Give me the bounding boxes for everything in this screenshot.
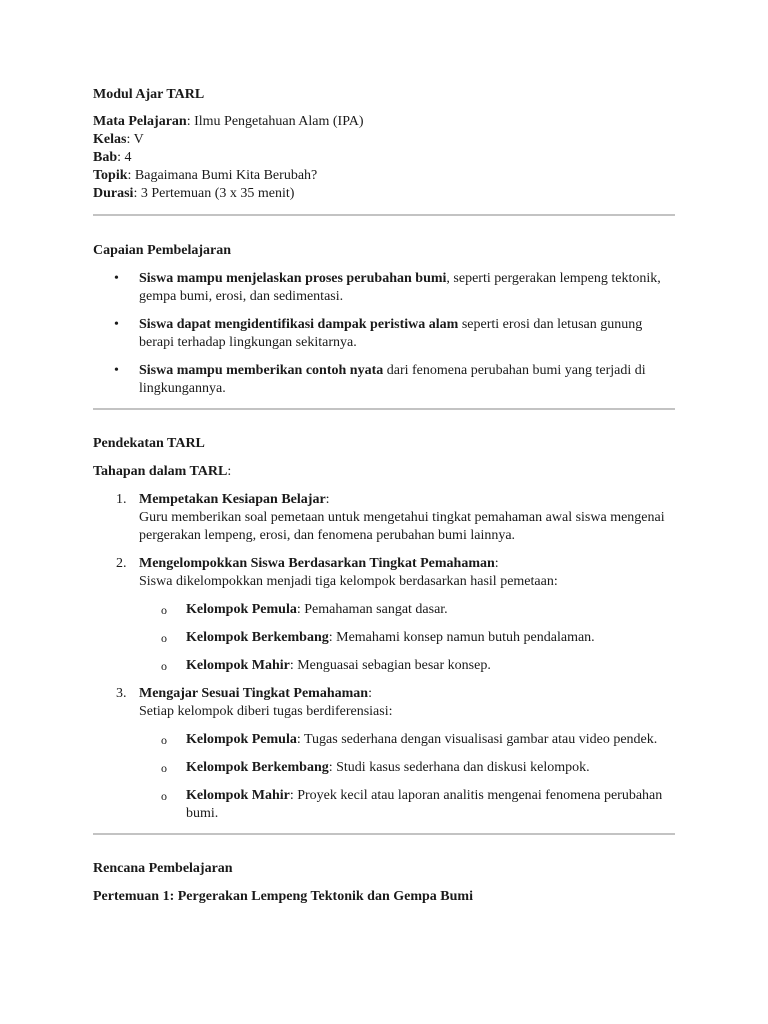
section-divider <box>93 408 675 410</box>
step-title: Mengelompokkan Siswa Berdasarkan Tingkat Pemahaman <box>139 556 495 571</box>
group-item <box>93 629 675 647</box>
group-desc: : Proyek kecil atau laporan analitis mengenai fenomena perubahan bumi. <box>186 788 663 821</box>
group-list <box>139 731 675 823</box>
bullet-icon: • <box>114 317 119 332</box>
group-list <box>139 601 675 675</box>
module-meta <box>93 113 675 203</box>
bullet-icon: • <box>114 271 119 286</box>
step-number: 3. <box>116 686 127 701</box>
list-item <box>93 270 675 306</box>
item-bold: Siswa mampu menjelaskan proses perubahan bumi <box>139 271 447 286</box>
group-item <box>93 731 675 749</box>
step-colon: : <box>494 556 499 571</box>
step-colon: : <box>368 686 372 701</box>
meta-topic <box>93 167 675 185</box>
step-item <box>93 491 675 545</box>
tahapan-colon: : <box>227 464 232 479</box>
group-name: Kelompok Mahir <box>186 788 290 803</box>
item-text: , seperti pergerakan lempeng tektonik, gempa bumi, erosi, dan sedimentasi. <box>139 271 661 304</box>
group-item <box>93 759 675 777</box>
group-name: Kelompok Pemula <box>186 602 297 617</box>
step-title-line <box>139 685 675 703</box>
meta-label: Durasi <box>93 186 134 201</box>
pertemuan-heading: Pertemuan 1: Pergerakan Lempeng Tektonik dan Gempa Bumi <box>93 889 473 904</box>
section-divider <box>93 833 675 835</box>
meta-value: : Bagaimana Bumi Kita Berubah? <box>127 168 318 183</box>
circle-bullet-icon: o <box>161 761 167 775</box>
pendekatan-heading: Pendekatan TARL <box>93 436 205 451</box>
meta-label: Kelas <box>93 132 127 147</box>
step-number: 2. <box>116 556 127 571</box>
circle-bullet-icon: o <box>161 603 167 617</box>
tahapan-list <box>93 491 675 823</box>
group-desc: : Tugas sederhana dengan visualisasi gambar atau video pendek. <box>296 732 658 747</box>
group-item <box>93 657 675 675</box>
group-name: Kelompok Pemula <box>186 732 297 747</box>
group-name: Kelompok Berkembang <box>186 760 329 775</box>
step-number: 1. <box>116 492 127 507</box>
meta-subject <box>93 113 675 131</box>
group-desc: : Menguasai sebagian besar konsep. <box>289 658 491 673</box>
circle-bullet-icon: o <box>161 631 167 645</box>
document-title: Modul Ajar TARL <box>93 87 205 102</box>
meta-duration <box>93 185 675 203</box>
item-text: dari fenomena perubahan bumi yang terjadi di lingkungannya. <box>139 363 646 396</box>
step-colon: : <box>325 492 330 507</box>
tahapan-label <box>93 463 675 481</box>
capaian-list <box>93 270 675 398</box>
item-bold: Siswa mampu memberikan contoh nyata <box>139 363 384 378</box>
meta-value: : 4 <box>117 150 132 165</box>
group-item <box>93 787 675 823</box>
group-name: Kelompok Mahir <box>186 658 290 673</box>
circle-bullet-icon: o <box>161 733 167 747</box>
group-desc: : Studi kasus sederhana dan diskusi kelompok. <box>328 760 590 775</box>
group-name: Kelompok Berkembang <box>186 630 329 645</box>
meta-value: : 3 Pertemuan (3 x 35 menit) <box>133 186 295 201</box>
step-description: Siswa dikelompokkan menjadi tiga kelompok berdasarkan hasil pemetaan: <box>139 574 558 589</box>
meta-label: Topik <box>93 168 128 183</box>
list-item <box>93 362 675 398</box>
item-text: seperti erosi dan letusan gunung berapi terhadap lingkungan sekitarnya. <box>139 317 643 350</box>
step-title: Mengajar Sesuai Tingkat Pemahaman <box>139 686 369 701</box>
group-desc: : Memahami konsep namun butuh pendalaman. <box>328 630 595 645</box>
step-title: Mempetakan Kesiapan Belajar <box>139 492 326 507</box>
meta-value: : V <box>126 132 144 147</box>
step-title-line <box>139 491 675 509</box>
meta-label: Bab <box>93 150 118 165</box>
meta-value: : Ilmu Pengetahuan Alam (IPA) <box>186 114 364 129</box>
group-item <box>93 601 675 619</box>
item-bold: Siswa dapat mengidentifikasi dampak peristiwa alam <box>139 317 459 332</box>
group-desc: : Pemahaman sangat dasar. <box>296 602 448 617</box>
meta-class <box>93 131 675 149</box>
tahapan-label-text: Tahapan dalam TARL <box>93 464 228 479</box>
step-description: Setiap kelompok diberi tugas berdiferensiasi: <box>139 704 393 719</box>
step-description: Guru memberikan soal pemetaan untuk mengetahui tingkat pemahaman awal siswa mengenai pergerakan lempeng, erosi, dan fenomena perubahan bumi lainnya. <box>139 510 665 543</box>
list-item <box>93 316 675 352</box>
step-item <box>93 555 675 675</box>
step-title-line <box>139 555 675 573</box>
capaian-heading: Capaian Pembelajaran <box>93 243 232 258</box>
rencana-heading: Rencana Pembelajaran <box>93 861 233 876</box>
circle-bullet-icon: o <box>161 789 167 803</box>
circle-bullet-icon: o <box>161 659 167 673</box>
step-item <box>93 685 675 823</box>
meta-label: Mata Pelajaran <box>93 114 187 129</box>
section-divider <box>93 214 675 216</box>
document-page <box>93 86 675 906</box>
bullet-icon: • <box>114 363 119 378</box>
meta-chapter <box>93 149 675 167</box>
